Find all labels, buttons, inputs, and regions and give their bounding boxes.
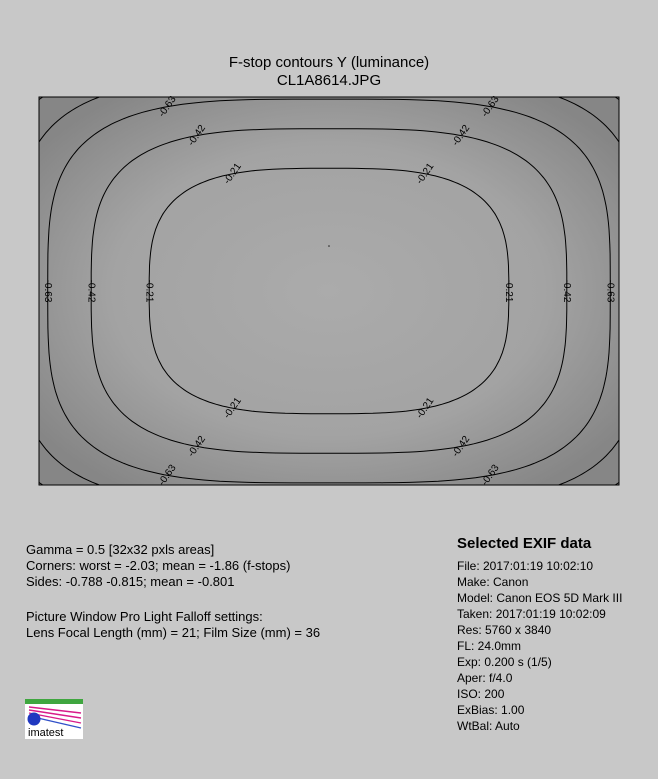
contour-label: -0.21 bbox=[414, 395, 437, 421]
contour-label: -0.21 bbox=[143, 279, 155, 303]
contour-label: -0.63 bbox=[156, 94, 179, 120]
center-marker bbox=[328, 245, 330, 247]
contour-label: -0.21 bbox=[414, 161, 437, 187]
exif-line: Exp: 0.200 s (1/5) bbox=[457, 655, 552, 669]
exif-line: FL: 24.0mm bbox=[457, 639, 522, 653]
stats-sides: Sides: -0.788 -0.815; mean = -0.801 bbox=[26, 574, 235, 589]
contour-label: -0.63 bbox=[42, 279, 54, 303]
contour-label: -0.42 bbox=[185, 123, 209, 149]
exif-line: ExBias: 1.00 bbox=[457, 703, 525, 717]
chart-title: F-stop contours Y (luminance) bbox=[228, 54, 430, 71]
stats-falloff-heading: Picture Window Pro Light Falloff settings: bbox=[26, 609, 263, 624]
contour-label: -0.63 bbox=[479, 94, 502, 120]
exif-line: ISO: 200 bbox=[457, 687, 505, 701]
contour-label: -0.63 bbox=[156, 462, 179, 488]
exif-line: Aper: f/4.0 bbox=[457, 671, 513, 685]
stats-corners: Corners: worst = -2.03; mean = -1.86 (f-stops) bbox=[26, 558, 291, 573]
plot-area bbox=[39, 97, 619, 485]
exif-line: WtBal: Auto bbox=[457, 719, 520, 733]
contour-label: -0.21 bbox=[221, 161, 244, 187]
contour-label: -0.21 bbox=[221, 395, 244, 421]
contour-label: -0.42 bbox=[450, 123, 473, 149]
exif-title: Selected EXIF data bbox=[457, 535, 592, 552]
contour-label: -0.42 bbox=[85, 279, 97, 303]
contour-label: -0.42 bbox=[450, 434, 473, 460]
stats-gamma: Gamma = 0.5 [32x32 pxls areas] bbox=[26, 542, 215, 557]
exif-line: Model: Canon EOS 5D Mark III bbox=[457, 591, 623, 605]
contour-label: -0.42 bbox=[561, 279, 573, 303]
exif-line: Make: Canon bbox=[457, 575, 529, 589]
contour-label: -0.63 bbox=[604, 279, 616, 303]
exif-line: File: 2017:01:19 10:02:10 bbox=[457, 559, 594, 573]
exif-line: Res: 5760 x 3840 bbox=[457, 623, 552, 637]
imatest-logo bbox=[25, 699, 83, 739]
stats-falloff-settings: Lens Focal Length (mm) = 21; Film Size (mm) = 36 bbox=[26, 625, 321, 640]
exif-line: Taken: 2017:01:19 10:02:09 bbox=[457, 607, 606, 621]
chart-subtitle: CL1A8614.JPG bbox=[276, 72, 382, 89]
logo-text: imatest bbox=[28, 727, 64, 739]
contour-label: -0.42 bbox=[185, 434, 209, 460]
contour-label: -0.21 bbox=[503, 279, 515, 303]
contour-label: -0.63 bbox=[479, 462, 502, 488]
